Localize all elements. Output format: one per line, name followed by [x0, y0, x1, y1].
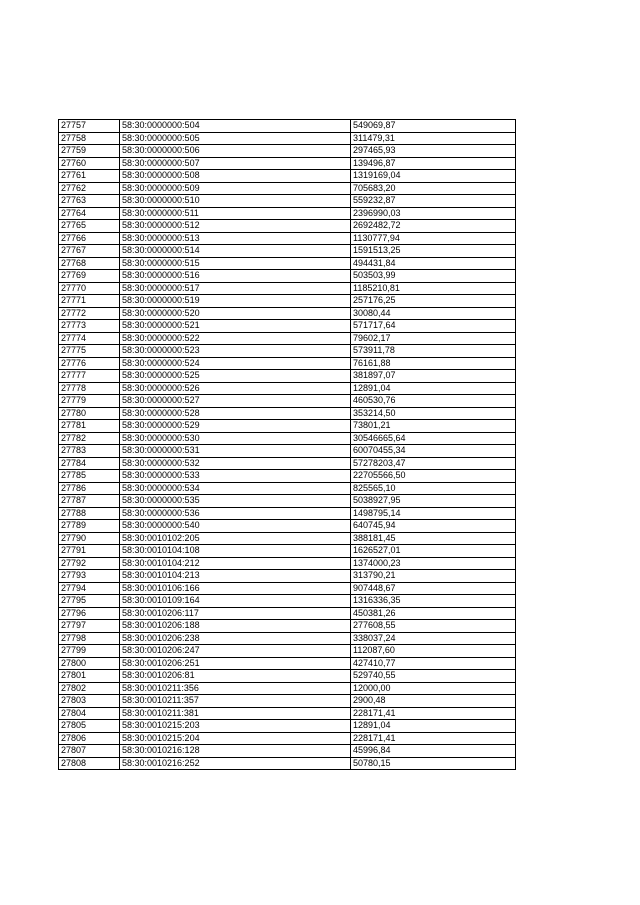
row-number-cell: 27806	[59, 732, 120, 745]
cadastral-number-cell: 58:30:0010211:381	[120, 707, 351, 720]
value-cell: 1498795,14	[351, 507, 516, 520]
value-cell: 825565,10	[351, 482, 516, 495]
value-cell: 450381,26	[351, 607, 516, 620]
row-number-cell: 27759	[59, 145, 120, 158]
cadastral-number-cell: 58:30:0010211:356	[120, 682, 351, 695]
value-cell: 12891,04	[351, 382, 516, 395]
cadastral-number-cell: 58:30:0000000:521	[120, 320, 351, 333]
spreadsheet-page	[58, 119, 515, 770]
value-cell: 2396990,03	[351, 207, 516, 220]
table-row	[59, 357, 516, 370]
cadastral-number-cell: 58:30:0000000:531	[120, 445, 351, 458]
table-row	[59, 295, 516, 308]
table-row	[59, 470, 516, 483]
cadastral-number-cell: 58:30:0000000:527	[120, 395, 351, 408]
cadastral-number-cell: 58:30:0000000:535	[120, 495, 351, 508]
value-cell: 640745,94	[351, 520, 516, 533]
value-cell: 381897,07	[351, 370, 516, 383]
table-row	[59, 707, 516, 720]
row-number-cell: 27800	[59, 657, 120, 670]
row-number-cell: 27758	[59, 132, 120, 145]
table-row	[59, 170, 516, 183]
data-table	[58, 119, 516, 770]
row-number-cell: 27786	[59, 482, 120, 495]
row-number-cell: 27797	[59, 620, 120, 633]
table-row	[59, 232, 516, 245]
cadastral-number-cell: 58:30:0000000:526	[120, 382, 351, 395]
cadastral-number-cell: 58:30:0010206:81	[120, 670, 351, 683]
table-row	[59, 607, 516, 620]
value-cell: 73801,21	[351, 420, 516, 433]
table-row	[59, 182, 516, 195]
cadastral-number-cell: 58:30:0010215:203	[120, 720, 351, 733]
cadastral-number-cell: 58:30:0010215:204	[120, 732, 351, 745]
row-number-cell: 27803	[59, 695, 120, 708]
cadastral-number-cell: 58:30:0000000:524	[120, 357, 351, 370]
table-row	[59, 745, 516, 758]
row-number-cell: 27775	[59, 345, 120, 358]
table-row	[59, 657, 516, 670]
table-row	[59, 382, 516, 395]
table-row	[59, 345, 516, 358]
table-row	[59, 545, 516, 558]
value-cell: 353214,50	[351, 407, 516, 420]
table-row	[59, 145, 516, 158]
cadastral-number-cell: 58:30:0000000:508	[120, 170, 351, 183]
row-number-cell: 27777	[59, 370, 120, 383]
row-number-cell: 27774	[59, 332, 120, 345]
row-number-cell: 27763	[59, 195, 120, 208]
value-cell: 1185210,81	[351, 282, 516, 295]
cadastral-number-cell: 58:30:0010206:188	[120, 620, 351, 633]
table-body	[59, 120, 516, 770]
value-cell: 57278203,47	[351, 457, 516, 470]
value-cell: 338037,24	[351, 632, 516, 645]
row-number-cell: 27776	[59, 357, 120, 370]
table-row	[59, 120, 516, 133]
row-number-cell: 27802	[59, 682, 120, 695]
table-row	[59, 270, 516, 283]
table-row	[59, 757, 516, 770]
value-cell: 529740,55	[351, 670, 516, 683]
row-number-cell: 27787	[59, 495, 120, 508]
table-row	[59, 407, 516, 420]
table-row	[59, 495, 516, 508]
cadastral-number-cell: 58:30:0000000:505	[120, 132, 351, 145]
row-number-cell: 27784	[59, 457, 120, 470]
table-row	[59, 595, 516, 608]
value-cell: 22705566,50	[351, 470, 516, 483]
table-row	[59, 332, 516, 345]
value-cell: 50780,15	[351, 757, 516, 770]
table-row	[59, 132, 516, 145]
value-cell: 45996,84	[351, 745, 516, 758]
table-row	[59, 682, 516, 695]
value-cell: 494431,84	[351, 257, 516, 270]
value-cell: 297465,93	[351, 145, 516, 158]
row-number-cell: 27773	[59, 320, 120, 333]
table-row	[59, 432, 516, 445]
row-number-cell: 27796	[59, 607, 120, 620]
cadastral-number-cell: 58:30:0010106:166	[120, 582, 351, 595]
table-row	[59, 395, 516, 408]
cadastral-number-cell: 58:30:0010109:164	[120, 595, 351, 608]
value-cell: 228171,41	[351, 732, 516, 745]
cadastral-number-cell: 58:30:0000000:511	[120, 207, 351, 220]
cadastral-number-cell: 58:30:0000000:536	[120, 507, 351, 520]
value-cell: 549069,87	[351, 120, 516, 133]
cadastral-number-cell: 58:30:0000000:515	[120, 257, 351, 270]
row-number-cell: 27799	[59, 645, 120, 658]
table-row	[59, 257, 516, 270]
row-number-cell: 27785	[59, 470, 120, 483]
cadastral-number-cell: 58:30:0000000:519	[120, 295, 351, 308]
cadastral-number-cell: 58:30:0010102:205	[120, 532, 351, 545]
cadastral-number-cell: 58:30:0000000:510	[120, 195, 351, 208]
cadastral-number-cell: 58:30:0010104:213	[120, 570, 351, 583]
row-number-cell: 27767	[59, 245, 120, 258]
value-cell: 228171,41	[351, 707, 516, 720]
cadastral-number-cell: 58:30:0000000:512	[120, 220, 351, 233]
cadastral-number-cell: 58:30:0000000:523	[120, 345, 351, 358]
row-number-cell: 27781	[59, 420, 120, 433]
value-cell: 907448,67	[351, 582, 516, 595]
row-number-cell: 27778	[59, 382, 120, 395]
value-cell: 5038927,95	[351, 495, 516, 508]
cadastral-number-cell: 58:30:0000000:540	[120, 520, 351, 533]
row-number-cell: 27808	[59, 757, 120, 770]
cadastral-number-cell: 58:30:0000000:529	[120, 420, 351, 433]
value-cell: 2692482,72	[351, 220, 516, 233]
table-row	[59, 532, 516, 545]
table-row	[59, 420, 516, 433]
cadastral-number-cell: 58:30:0000000:525	[120, 370, 351, 383]
value-cell: 76161,88	[351, 357, 516, 370]
cadastral-number-cell: 58:30:0000000:517	[120, 282, 351, 295]
value-cell: 79602,17	[351, 332, 516, 345]
value-cell: 1130777,94	[351, 232, 516, 245]
cadastral-number-cell: 58:30:0000000:509	[120, 182, 351, 195]
value-cell: 388181,45	[351, 532, 516, 545]
row-number-cell: 27757	[59, 120, 120, 133]
cadastral-number-cell: 58:30:0000000:507	[120, 157, 351, 170]
table-row	[59, 207, 516, 220]
cadastral-number-cell: 58:30:0010216:128	[120, 745, 351, 758]
value-cell: 2900,48	[351, 695, 516, 708]
row-number-cell: 27790	[59, 532, 120, 545]
value-cell: 1626527,01	[351, 545, 516, 558]
table-row	[59, 370, 516, 383]
table-row	[59, 245, 516, 258]
row-number-cell: 27801	[59, 670, 120, 683]
row-number-cell: 27762	[59, 182, 120, 195]
table-row	[59, 157, 516, 170]
cadastral-number-cell: 58:30:0000000:506	[120, 145, 351, 158]
row-number-cell: 27805	[59, 720, 120, 733]
table-row	[59, 507, 516, 520]
row-number-cell: 27769	[59, 270, 120, 283]
cadastral-number-cell: 58:30:0010206:247	[120, 645, 351, 658]
table-row	[59, 320, 516, 333]
row-number-cell: 27789	[59, 520, 120, 533]
row-number-cell: 27780	[59, 407, 120, 420]
value-cell: 277608,55	[351, 620, 516, 633]
cadastral-number-cell: 58:30:0000000:513	[120, 232, 351, 245]
row-number-cell: 27795	[59, 595, 120, 608]
cadastral-number-cell: 58:30:0010104:108	[120, 545, 351, 558]
cadastral-number-cell: 58:30:0000000:504	[120, 120, 351, 133]
value-cell: 12891,04	[351, 720, 516, 733]
row-number-cell: 27766	[59, 232, 120, 245]
row-number-cell: 27772	[59, 307, 120, 320]
value-cell: 573911,78	[351, 345, 516, 358]
value-cell: 1374000,23	[351, 557, 516, 570]
row-number-cell: 27782	[59, 432, 120, 445]
row-number-cell: 27791	[59, 545, 120, 558]
value-cell: 1591513,25	[351, 245, 516, 258]
cadastral-number-cell: 58:30:0000000:514	[120, 245, 351, 258]
cadastral-number-cell: 58:30:0010206:251	[120, 657, 351, 670]
cadastral-number-cell: 58:30:0000000:516	[120, 270, 351, 283]
row-number-cell: 27794	[59, 582, 120, 595]
row-number-cell: 27770	[59, 282, 120, 295]
table-row	[59, 557, 516, 570]
table-row	[59, 457, 516, 470]
table-row	[59, 220, 516, 233]
value-cell: 30080,44	[351, 307, 516, 320]
table-row	[59, 445, 516, 458]
value-cell: 30546665,64	[351, 432, 516, 445]
table-row	[59, 695, 516, 708]
cadastral-number-cell: 58:30:0000000:532	[120, 457, 351, 470]
value-cell: 1316336,35	[351, 595, 516, 608]
value-cell: 427410,77	[351, 657, 516, 670]
row-number-cell: 27783	[59, 445, 120, 458]
table-row	[59, 632, 516, 645]
value-cell: 311479,31	[351, 132, 516, 145]
value-cell: 60070455,34	[351, 445, 516, 458]
row-number-cell: 27807	[59, 745, 120, 758]
row-number-cell: 27779	[59, 395, 120, 408]
table-row	[59, 570, 516, 583]
cadastral-number-cell: 58:30:0000000:528	[120, 407, 351, 420]
table-row	[59, 582, 516, 595]
table-row	[59, 732, 516, 745]
row-number-cell: 27793	[59, 570, 120, 583]
value-cell: 571717,64	[351, 320, 516, 333]
cadastral-number-cell: 58:30:0010104:212	[120, 557, 351, 570]
value-cell: 112087,60	[351, 645, 516, 658]
value-cell: 313790,21	[351, 570, 516, 583]
cadastral-number-cell: 58:30:0000000:522	[120, 332, 351, 345]
value-cell: 559232,87	[351, 195, 516, 208]
cadastral-number-cell: 58:30:0000000:520	[120, 307, 351, 320]
row-number-cell: 27798	[59, 632, 120, 645]
cadastral-number-cell: 58:30:0000000:534	[120, 482, 351, 495]
table-row	[59, 670, 516, 683]
value-cell: 139496,87	[351, 157, 516, 170]
table-row	[59, 620, 516, 633]
cadastral-number-cell: 58:30:0000000:533	[120, 470, 351, 483]
value-cell: 460530,76	[351, 395, 516, 408]
row-number-cell: 27792	[59, 557, 120, 570]
row-number-cell: 27760	[59, 157, 120, 170]
table-row	[59, 282, 516, 295]
row-number-cell: 27768	[59, 257, 120, 270]
row-number-cell: 27765	[59, 220, 120, 233]
table-row	[59, 720, 516, 733]
value-cell: 1319169,04	[351, 170, 516, 183]
value-cell: 12000,00	[351, 682, 516, 695]
table-row	[59, 520, 516, 533]
cadastral-number-cell: 58:30:0010206:238	[120, 632, 351, 645]
table-row	[59, 195, 516, 208]
row-number-cell: 27804	[59, 707, 120, 720]
table-row	[59, 482, 516, 495]
table-row	[59, 307, 516, 320]
row-number-cell: 27788	[59, 507, 120, 520]
value-cell: 503503,99	[351, 270, 516, 283]
value-cell: 705683,20	[351, 182, 516, 195]
cadastral-number-cell: 58:30:0010216:252	[120, 757, 351, 770]
cadastral-number-cell: 58:30:0010206:117	[120, 607, 351, 620]
row-number-cell: 27771	[59, 295, 120, 308]
table-row	[59, 645, 516, 658]
row-number-cell: 27764	[59, 207, 120, 220]
cadastral-number-cell: 58:30:0010211:357	[120, 695, 351, 708]
cadastral-number-cell: 58:30:0000000:530	[120, 432, 351, 445]
value-cell: 257176,25	[351, 295, 516, 308]
row-number-cell: 27761	[59, 170, 120, 183]
